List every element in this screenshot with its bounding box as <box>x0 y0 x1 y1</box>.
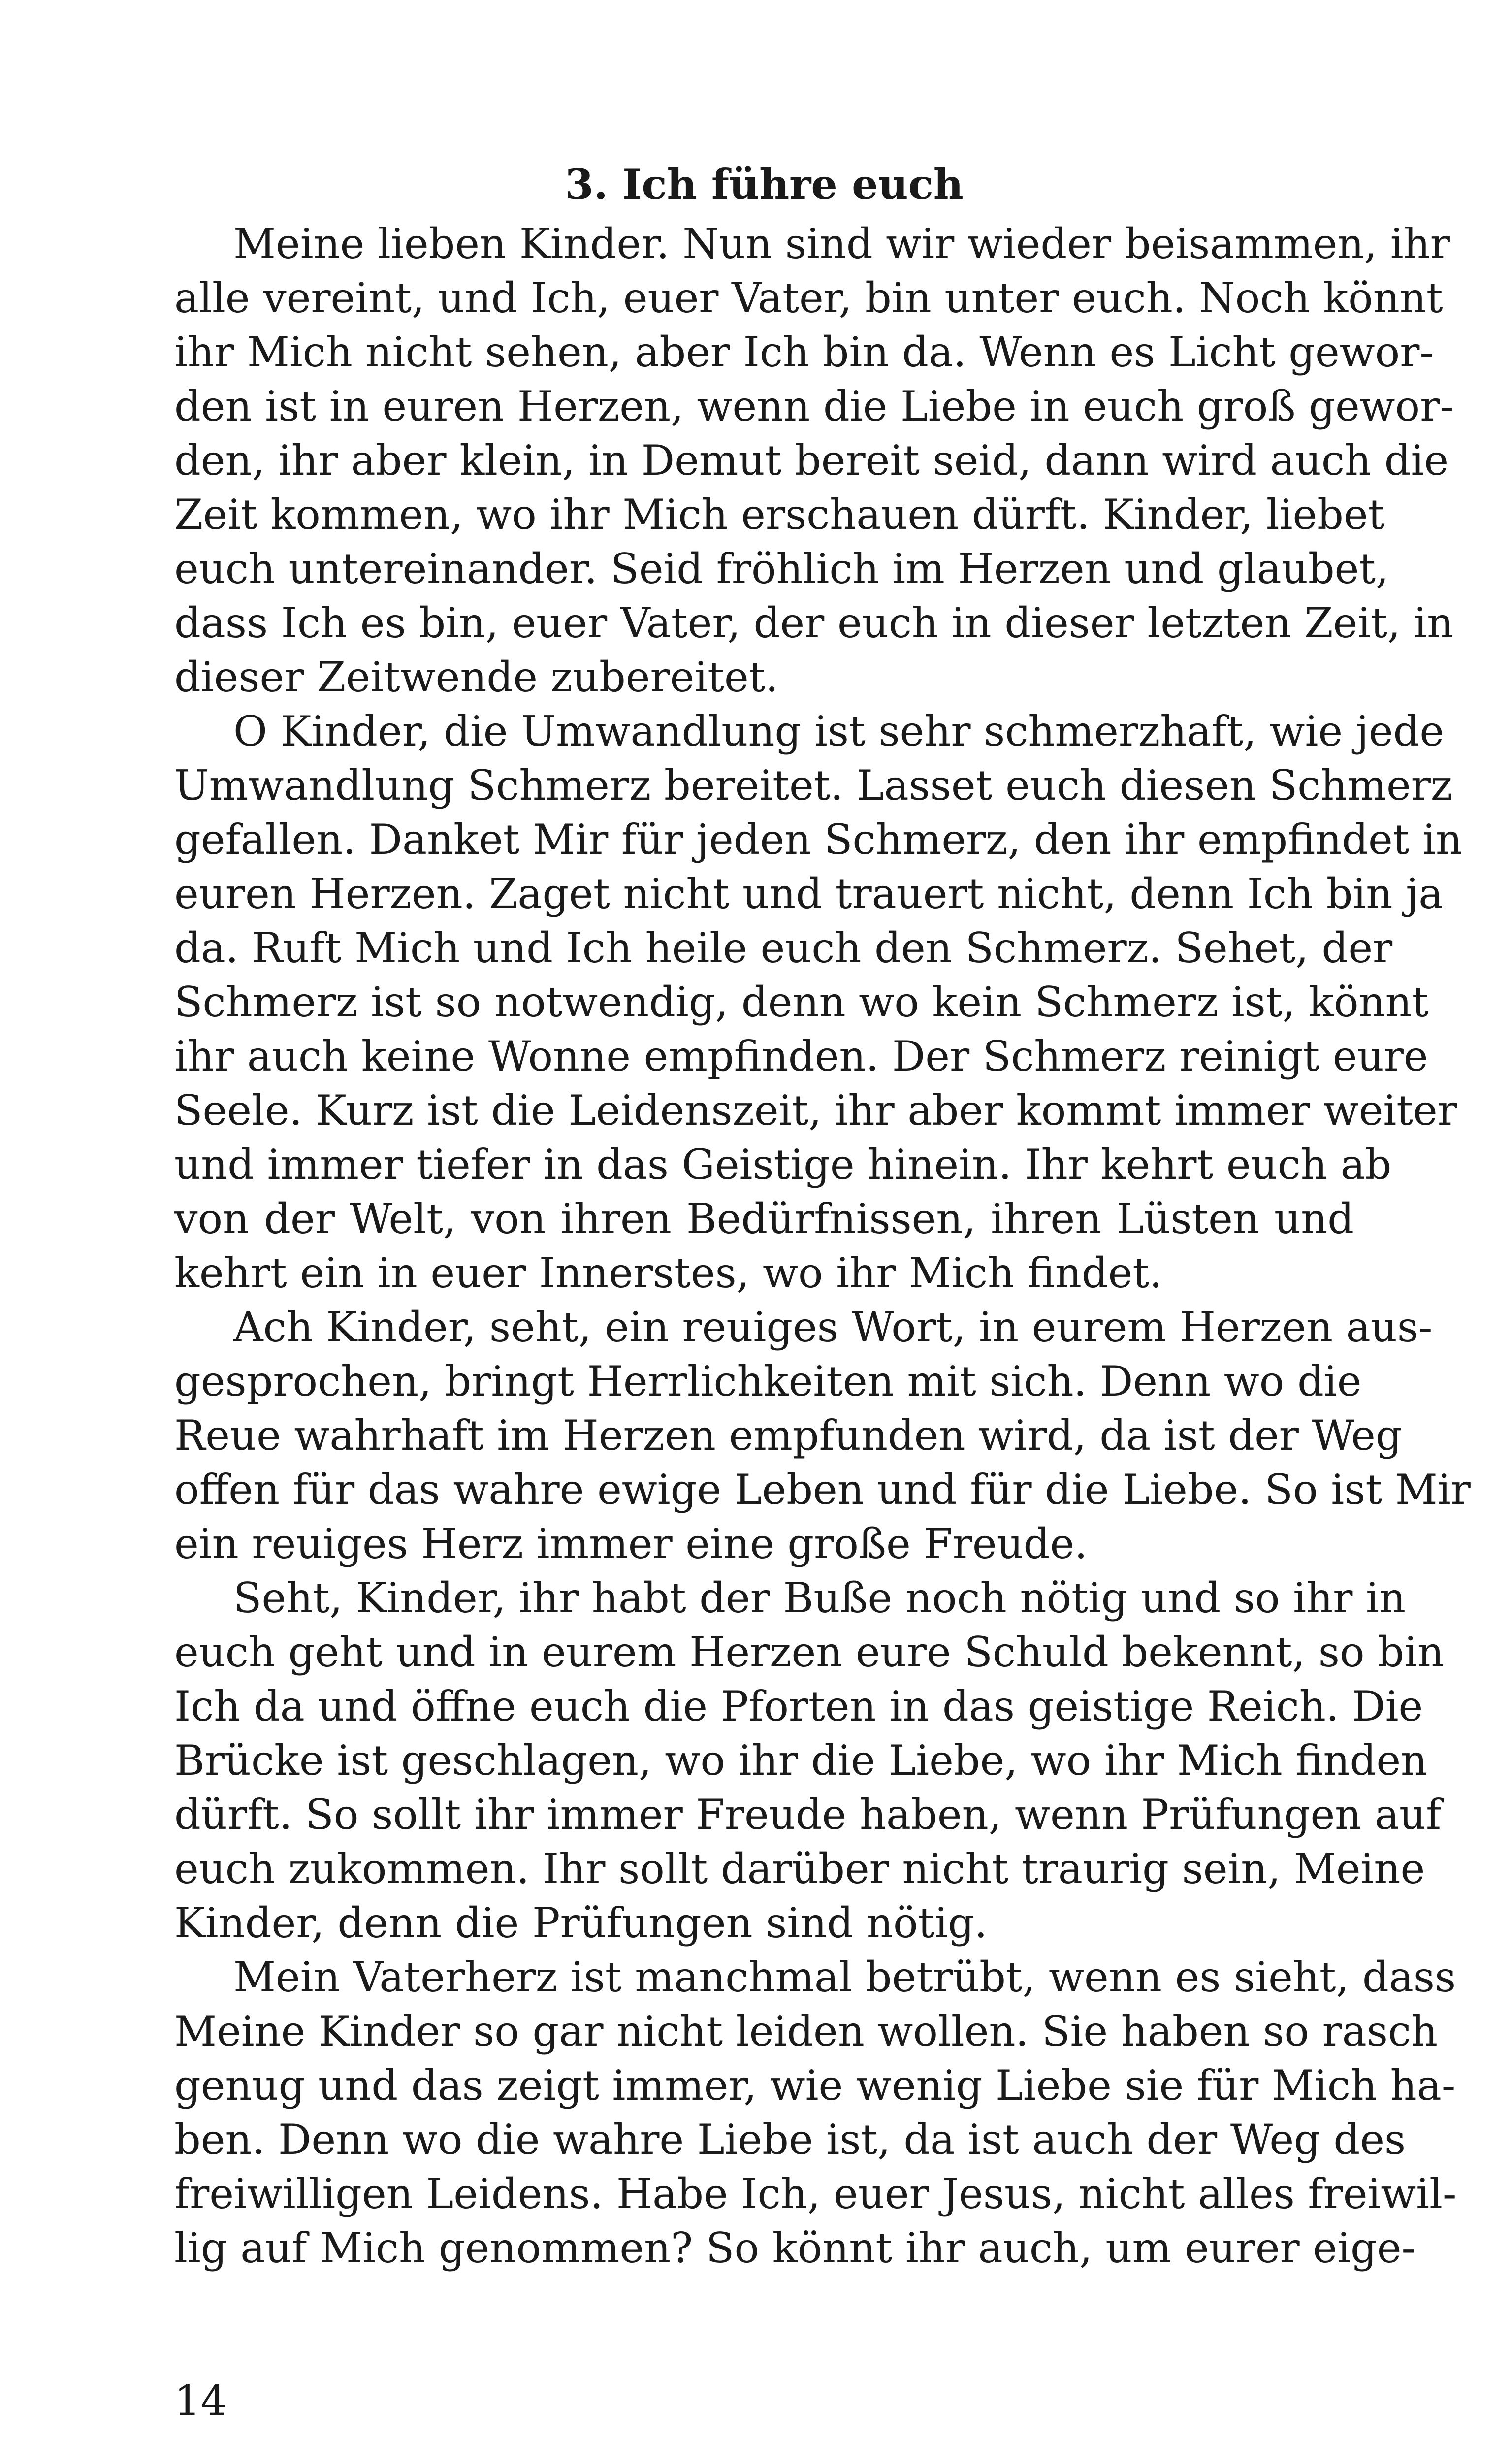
text-line: Seht, Kinder, ihr habt der Buße noch nötig und so ihr in <box>233 1574 1406 1622</box>
text-line: Schmerz ist so notwendig, denn wo kein Schmerz ist, könnt <box>174 978 1429 1026</box>
text-line: genug und das zeigt immer, wie wenig Liebe sie für Mich ha- <box>174 2061 1456 2110</box>
text-line: den ist in euren Herzen, wenn die Liebe in euch groß gewor- <box>174 382 1454 430</box>
paragraphs <box>174 217 1471 2275</box>
text-line: euren Herzen. Zaget nicht und trauert nicht, denn Ich bin ja <box>174 870 1444 918</box>
text-line: alle vereint, und Ich, euer Vater, bin unter euch. Noch könnt <box>174 274 1443 322</box>
paragraph <box>174 1950 1457 2275</box>
text-line: gefallen. Danket Mir für jeden Schmerz, den ihr empfindet in <box>174 815 1463 864</box>
page-number: 14 <box>174 2377 227 2425</box>
text-line: Umwandlung Schmerz bereitet. Lasset euch diesen Schmerz <box>174 761 1453 810</box>
text-line: gesprochen, bringt Herrlichkeiten mit sich. Denn wo die <box>174 1357 1362 1405</box>
paragraph <box>174 217 1454 704</box>
text-line: ihr Mich nicht sehen, aber Ich bin da. Wenn es Licht gewor- <box>174 328 1434 376</box>
text-line: Reue wahrhaft im Herzen empfunden wird, da ist der Weg <box>174 1411 1402 1460</box>
text-line: euch untereinander. Seid fröhlich im Herzen und glaubet, <box>174 545 1389 593</box>
paragraph <box>174 1300 1471 1571</box>
text-line: dieser Zeitwende zubereitet. <box>174 653 779 701</box>
text-line: Meine Kinder so gar nicht leiden wollen. Sie haben so rasch <box>174 2007 1438 2055</box>
chapter-title: 3. Ich führe euch <box>565 160 964 209</box>
text-line: Ach Kinder, seht, ein reuiges Wort, in eurem Herzen aus- <box>233 1303 1433 1351</box>
text-line: freiwilligen Leidens. Habe Ich, euer Jesus, nicht alles freiwil- <box>174 2170 1457 2218</box>
text-line: kehrt ein in euer Innerstes, wo ihr Mich findet. <box>174 1249 1162 1297</box>
text-line: da. Ruft Mich und Ich heile euch den Schmerz. Sehet, der <box>174 924 1393 972</box>
text-line: Mein Vaterherz ist manchmal betrübt, wenn es sieht, dass <box>233 1953 1456 2001</box>
text-line: O Kinder, die Umwandlung ist sehr schmerzhaft, wie jede <box>233 707 1445 755</box>
text-line: den, ihr aber klein, in Demut bereit seid, dann wird auch die <box>174 436 1449 485</box>
text-line: Meine lieben Kinder. Nun sind wir wieder beisammen, ihr <box>233 220 1450 268</box>
text-line: dass Ich es bin, euer Vater, der euch in dieser letzten Zeit, in <box>174 599 1454 647</box>
text-line: offen für das wahre ewige Leben und für die Liebe. So ist Mir <box>174 1466 1471 1514</box>
text-line: und immer tiefer in das Geistige hinein. Ihr kehrt euch ab <box>174 1140 1392 1189</box>
text-line: Zeit kommen, wo ihr Mich erschauen dürft. Kinder, liebet <box>174 490 1385 539</box>
text-line: Ich da und öffne euch die Pforten in das geistige Reich. Die <box>174 1682 1423 1730</box>
paragraph <box>174 1571 1445 1950</box>
text-line: Brücke ist geschlagen, wo ihr die Liebe, wo ihr Mich finden <box>174 1736 1428 1785</box>
text-line: dürft. So sollt ihr immer Freude haben, wenn Prüfungen auf <box>174 1791 1442 1839</box>
paragraph <box>174 704 1463 1300</box>
text-line: ein reuiges Herz immer eine große Freude. <box>174 1520 1088 1568</box>
text-line: ihr auch keine Wonne empfinden. Der Schmerz reinigt eure <box>174 1032 1428 1080</box>
text-line: von der Welt, von ihren Bedürfnissen, ihren Lüsten und <box>174 1195 1354 1243</box>
text-line: Kinder, denn die Prüfungen sind nötig. <box>174 1899 988 1947</box>
text-line: Seele. Kurz ist die Leidenszeit, ihr aber kommt immer weiter <box>174 1086 1457 1135</box>
page-body <box>174 153 1471 2275</box>
text-line: euch geht und in eurem Herzen eure Schuld bekennt, so bin <box>174 1628 1445 1676</box>
text-line: ben. Denn wo die wahre Liebe ist, da ist auch der Weg des <box>174 2116 1406 2164</box>
text-line: euch zukommen. Ihr sollt darüber nicht traurig sein, Meine <box>174 1845 1425 1893</box>
text-line: lig auf Mich genommen? So könnt ihr auch, um eurer eige- <box>174 2224 1415 2272</box>
